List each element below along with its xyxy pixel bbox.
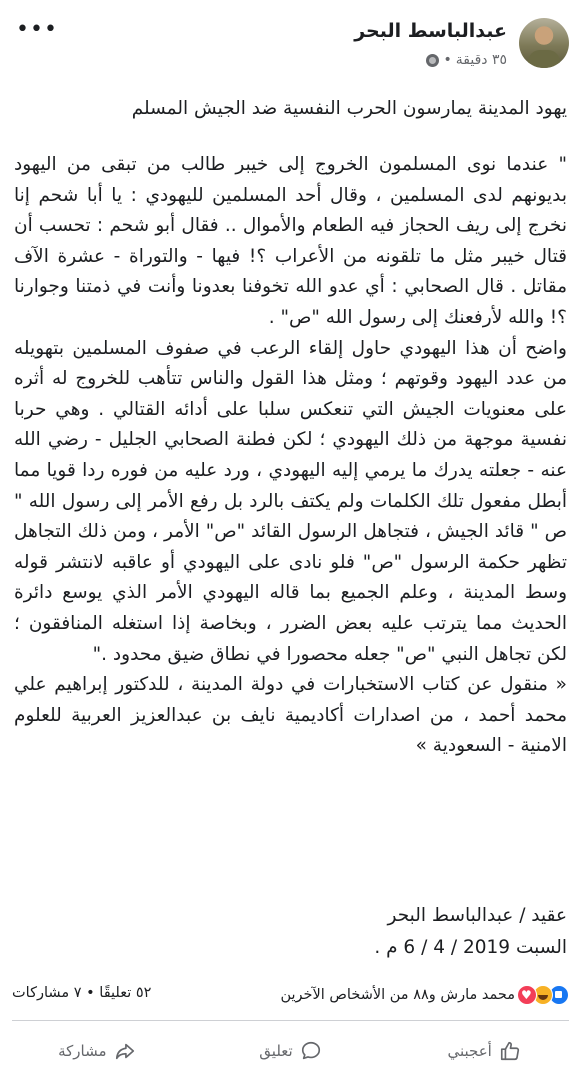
comment-label: تعليق [259,1042,293,1060]
body-paragraph: " عندما نوى المسلمون الخروج إلى خيبر طالب من تبقى من اليهود بديونهم لدى المسلمين ، وقال أحد المسلمين لليهودي : يا أبا شحم إنا نخرج إلى ريف الحجاز فيه الطعام والأموال .. فقال أبو شحم : تحسب أن قتال خيبر مثل ما تلقونه من الأعراب ؟! فيها - والتوراة - عشرة الآف مقاتل . قال الصحابي : أي عدو الله تخوفنا بعدونا وأنت في ذمتنا وجوارنا ؟! والله لأرفعنك إلى رسول الله "ص" . [14,154,567,328]
comment-button[interactable] [194,1030,388,1072]
comment-bubble-icon [300,1040,322,1062]
comments-shares-count[interactable]: ٥٢ تعليقًا • ٧ مشاركات [12,985,152,1001]
like-button[interactable] [387,1030,581,1072]
post-meta [426,52,507,68]
more-options-icon[interactable]: ••• [16,17,58,42]
meta-separator: • [443,52,452,68]
author-name[interactable]: عبدالباسط البحر [354,20,507,42]
actions-divider [12,1020,569,1021]
signature-date: السبت 2019 / 4 / 6 م . [374,937,567,958]
reaction-icons [521,985,569,1005]
post-stats [12,983,569,1011]
body-paragraph: « منقول عن كتاب الاستخبارات في دولة المدينة ، للدكتور إبراهيم علي محمد أحمد ، من اصدارات أكاديمية نايف بن عبدالعزيز العربية للعلوم الامنية - السعودية » [14,674,567,757]
globe-icon [426,54,439,67]
author-avatar[interactable] [519,18,569,68]
like-label: أعجبني [447,1042,492,1060]
share-label: مشاركة [58,1042,107,1060]
thumbs-up-icon [499,1040,521,1062]
share-button[interactable] [0,1030,194,1072]
post-body [14,150,567,762]
post-actions [0,1030,581,1072]
body-paragraph: واضح أن هذا اليهودي حاول إلقاء الرعب في صفوف المسلمين بتهويله من عدد اليهود وقوتهم ؛ ومثل هذا القول والناس تتأهب للخروج له أثره على معنويات الجيش التي تنعكس سلبا على أدائه القتالي . وهي حربا نفسية موجهة من ذلك اليهودي ؛ لكن فطنة الصحابي الجليل - رضي الله عنه - جعلته يدرك ما يرمي إليه اليهودي ، ورد عليه من فوره ردا قويا مما أبطل مفعول تلك الكلمات ولم يكتف بالرد بل رفع الأمر إلى رسول الله " ص " قائد الجيش ، فتجاهل الرسول القائد "ص" الأمر ، ومن ذلك التجاهل تظهر حكمة الرسول "ص" فلو نادى على اليهودي أو عاقبه لانتشر قوله وسط المدينة ، وعلم الجميع بما قاله اليهودي الأمر الذي يوسع دائرة الحديث مما يترتب عليه بعض الضرر ، وبخاصة إذا استغله المنافقون ؛ لكن تجاهل النبي "ص" جعله محصورا في نطاق ضيق محدود ." [14,337,567,665]
love-reaction-icon [517,985,537,1005]
reactions-summary[interactable] [280,985,569,1005]
post-title: يهود المدينة يمارسون الحرب النفسية ضد الجيش المسلم [131,98,567,119]
share-arrow-icon [114,1040,136,1062]
reactions-text: محمد مارش و٨٨ من الأشخاص الآخرين [280,987,515,1003]
signature-author: عقيد / عبدالباسط البحر [387,905,567,926]
post-header [12,14,569,78]
post-signature [14,900,567,964]
post-timestamp[interactable]: ٣٥ دقيقة [455,52,507,68]
